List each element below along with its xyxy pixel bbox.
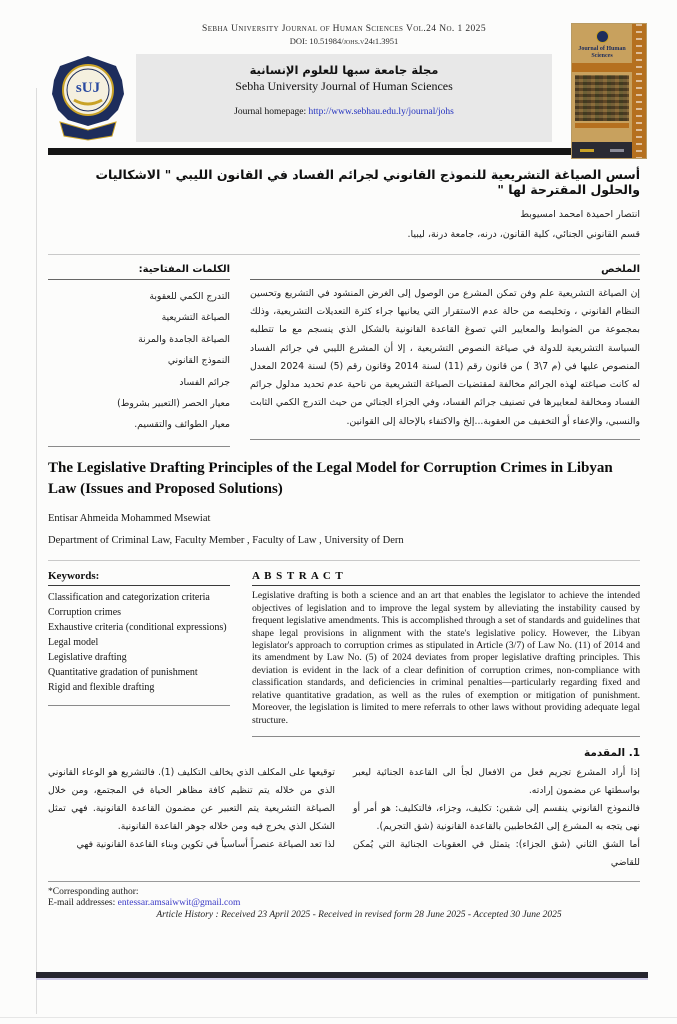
bottom-bar <box>36 972 648 980</box>
homepage-link[interactable]: http://www.sebhau.edu.ly/journal/johs <box>308 107 454 117</box>
keyword-item: Classification and categorization criteria <box>48 592 210 604</box>
homepage-label: Journal homepage: <box>234 107 309 117</box>
keyword-item: Exhaustive criteria (conditional expressions) <box>48 622 227 634</box>
arabic-abstract-block <box>48 264 640 447</box>
page-content <box>48 0 640 920</box>
arabic-abstract-column <box>250 264 640 447</box>
arabic-keyword-item: الصياغة الجامدة والمرنة <box>138 333 230 345</box>
arabic-keyword-item: معيار الطوائف والتقسيم. <box>134 419 230 431</box>
introduction-columns <box>48 764 640 871</box>
keyword-item: Legislative drafting <box>48 652 127 664</box>
university-logo-emblem <box>44 52 132 144</box>
article-history: Article History : Received 23 April 2025 - Received in revised form 28 June 2025 - Accepted 30 June 2025 <box>156 910 562 921</box>
arabic-keywords-list <box>48 286 230 447</box>
english-abstract-column <box>252 570 640 737</box>
section-divider <box>48 560 640 561</box>
cover-emblem-icon <box>596 30 609 43</box>
arabic-abstract-heading: الملخص <box>250 264 640 280</box>
footnote-rule <box>48 881 640 882</box>
svg-text:sUJ: sUJ <box>75 80 101 96</box>
journal-name-arabic: مجلة جامعة سبها للعلوم الإنسانية <box>249 63 439 77</box>
keywords-list <box>48 590 230 706</box>
introduction-heading: 1. المقدمة <box>583 747 640 760</box>
keyword-item: Quantitative gradation of punishment <box>48 667 198 679</box>
footer-block <box>48 887 640 920</box>
journal-homepage-line <box>136 107 552 117</box>
intro-paragraph: إذا أراد المشرع تجريم فعل من الافعال لجأ الى القاعدة الجنائية ليعبر بواسطتها عن مضمون إرادته. <box>353 767 640 797</box>
intro-paragraph: أما الشق الثاني (شق الجزاء): يتمثل في العقوبات الجنائية التي يُمكن للقاضي <box>353 838 640 868</box>
email-line <box>48 898 640 908</box>
introduction-column-left <box>48 764 335 871</box>
arabic-keyword-item: معيار الحصر (التعبير بشروط) <box>117 397 230 409</box>
article-title-arabic: أسس الصياغة التشريعية للنموذج القانوني لجرائم الفساد في القانون الليبي " الاشكاليات والحلول المقترحة لها " <box>95 167 640 197</box>
arabic-keywords-heading: الكلمات المفتاحية: <box>48 264 230 280</box>
page-edge-line <box>36 88 37 1014</box>
article-author-arabic: انتصار احميدة امحمد امسيوبط <box>520 209 640 220</box>
arabic-abstract-text: إن الصياغة التشريعية علم وفن تمكن المشرع من الوصول إلى الغرض المنشود في التشريع وتحسين النظام القانوني ، وتخليصه من حالة عدم الاستقرار التي يعانيها جراء كثرة التعديلات التشريعية، وذلك بمجموعة من الضوابط والمعايير التي تصوغ القاعدة القانونية بالشكل الذي ينسجم مع ما تتطلبه السياسة التشريعية للدولة في صياغة النصوص التشريعية ، إلا أن المشرع الليبي في جرائم الفساد المنصوص عليها في (م 7\3 ) من قانون رقم (11) لسنة 2014 وقانون رقم (5) لسنة 2024 المعدل له كانت صياغته لهذه الجرائم مخالفة لمقتضيات الصياغة التشريعية من ناحية عدم تحديد مدلول جرائم الفساد ومخالفة لمعاييرها في تصنيف جرائم الفساد، وفي الجزاء الجنائي من حيث التدرج الكمي الثابت والنسبي، والإعفاء أو التخفيف من العقوبة...إلخ والاكتفاء بالإحالة إلى القوانين. <box>250 285 640 440</box>
introduction-section <box>48 747 640 871</box>
cover-title: Journal of Human Sciences <box>578 46 626 60</box>
title-divider-bar <box>48 148 640 155</box>
keyword-item: Corruption crimes <box>48 607 122 619</box>
journal-header-box <box>136 54 552 142</box>
page-edge-line-bottom <box>0 1017 677 1018</box>
journal-volume-line: Sebha University Journal of Human Sciences Vol.24 No. 1 2025 <box>202 24 486 34</box>
cover-issn-band <box>572 142 632 158</box>
arabic-keyword-item: جرائم الفساد <box>179 376 230 388</box>
cover-caption-strip <box>575 123 629 128</box>
arabic-keyword-item: التدرج الكمي للعقوبة <box>149 291 230 302</box>
arabic-keywords-column <box>48 264 230 447</box>
article-affiliation-arabic: قسم القانوني الجنائي، كلية القانون، درنه، جامعة درنة، ليبيا. <box>407 229 640 240</box>
article-affiliation-english: Department of Criminal Law, Faculty Member , Faculty of Law , University of Dern <box>48 535 404 547</box>
introduction-column-right <box>353 764 640 871</box>
keywords-heading: Keywords: <box>48 570 230 586</box>
section-divider <box>48 254 640 255</box>
journal-name-english: Sebha University Journal of Human Sciences <box>235 79 453 93</box>
email-link[interactable]: entessar.amsaiwwit@gmail.com <box>117 898 241 909</box>
cover-mosaic-image <box>575 75 629 121</box>
doi-line: DOI: 10.51984/johs.v24i1.3951 <box>289 36 399 46</box>
abstract-text: Legislative drafting is both a science and an art that enables the legislator to achieve the intended objectives of legislation and to improve the legal system by alleviating the instability caused by frequent legislative amendments. This is accomplished through a set of standards and guidelines that shape legal provisions in alignment with the state's legislative policy. However, the Libyan legislator's approach to corruption crimes as stipulated in Article (3/7) of Law No. (11) of 2014 and its amendment by Law No. (5) of 2024 deviates from proper legislative drafting principles. This deviation is evident in the lack of a clear definition of corruption crimes, non-compliance with classification standards, and deficiencies in criminal penalties—particularly regarding fixed and relative quantitative gradation, as well as the rules of exemption or mitigation of punishment. Moreover, the legislation is limited to mere referrals to other laws without providing adequate legal structure. <box>252 590 640 737</box>
journal-cover-thumbnail <box>572 24 646 158</box>
intro-paragraph: فالنموذج القانوني ينقسم إلى شقين: تكليف، وجزاء، فالتكليف: هو أمر أو نهى يتجه به المشرع إلى المُخاطبين بالقاعدة القانونية (شق التجريم). <box>353 802 640 832</box>
abstract-heading: A B S T R A C T <box>252 570 640 586</box>
university-logo <box>44 52 132 144</box>
keyword-item: Legal model <box>48 637 99 649</box>
intro-paragraph: توقيعها على المكلف الذي يخالف التكليف (1). فالتشريع هو الوعاء القانوني الذي من خلاله يتم تنظيم كافة مظاهر الحياة في المجتمع، ومن خلال الصياغة التشريعية يتم التعبير عن مضمون القاعدة القانونية. فهي تمثل الشكل الذي يخرج فيه ومن خلاله جوهر القاعدة القانونية. <box>48 767 335 832</box>
keyword-item: Rigid and flexible drafting <box>48 682 155 694</box>
article-title-english: The Legislative Drafting Principles of the Legal Model for Corruption Crimes in Libyan Law (Issues and Proposed Solutions) <box>48 459 613 498</box>
arabic-keyword-item: النموذج القانوني <box>167 355 230 367</box>
intro-paragraph: لذا تعد الصياغة عنصراً أساسياً في تكوين وبناء القاعدة القانونية فهي <box>76 838 335 850</box>
english-keywords-column <box>48 570 230 737</box>
cover-spine <box>632 24 646 158</box>
article-author-english: Entisar Ahmeida Mohammed Msewiat <box>48 513 211 525</box>
cover-front <box>572 24 632 158</box>
corresponding-author-note: *Corresponding author: <box>48 887 139 898</box>
journal-header-band <box>48 46 640 144</box>
cover-orange-band <box>572 63 632 72</box>
email-label: E-mail addresses: <box>48 898 118 909</box>
english-abstract-block <box>48 570 640 737</box>
arabic-keyword-item: الصياغة التشريعية <box>161 312 230 324</box>
masthead <box>48 0 640 46</box>
